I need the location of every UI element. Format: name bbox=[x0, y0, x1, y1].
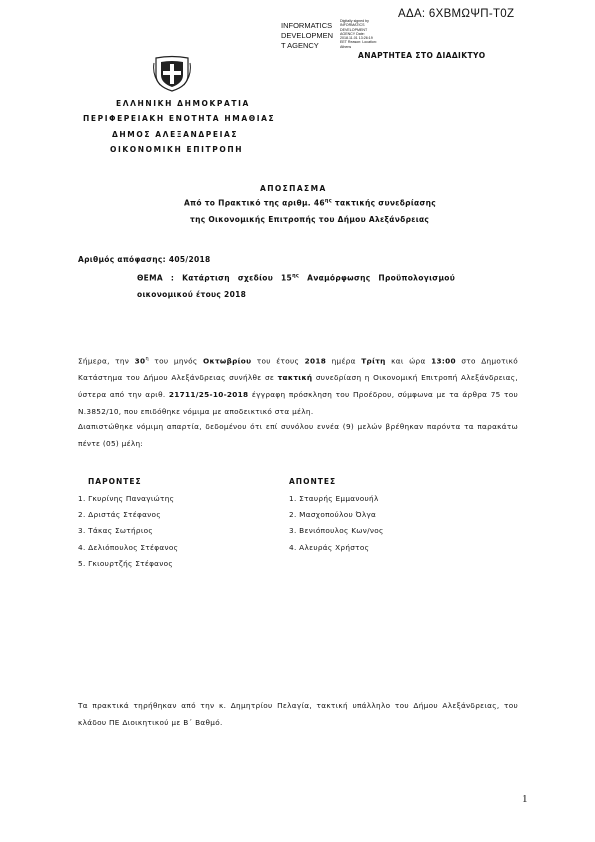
page-number: 1 bbox=[522, 793, 528, 805]
authority-line-2: ΠΕΡΙΦΕΡΕΙΑΚΗ ΕΝΟΤΗΤΑ ΗΜΑΘΙΑΣ bbox=[83, 114, 276, 123]
decision-subject-pre: ΘΕΜΑ : Κατάρτιση σχεδίου 15 bbox=[137, 273, 293, 283]
decision-number: Αριθμός απόφασης: 405/2018 bbox=[78, 255, 211, 264]
signature-name bbox=[281, 21, 333, 51]
present-list bbox=[78, 494, 278, 594]
extract-line-1 bbox=[184, 198, 436, 208]
signature-line-1: INFORMATICS bbox=[281, 21, 333, 30]
decision-subject-post: Αναμόρφωσης Προϋπολογισμού bbox=[299, 273, 456, 283]
list-item: 2. Μασχοπούλου Όλγα bbox=[289, 510, 377, 519]
p1-text-b: του μηνός bbox=[148, 356, 203, 366]
posted-online-label: ΑΝΑΡΤΗΤΕΑ ΣΤΟ ΔΙΑΔΙΚΤΥΟ bbox=[358, 51, 486, 60]
p1-text-e: και ώρα bbox=[385, 356, 432, 366]
extract-line-1-post: τακτικής συνεδρίασης bbox=[332, 198, 437, 208]
absent-list bbox=[289, 494, 489, 574]
document-title: ΑΠΟΣΠΑΣΜΑ bbox=[260, 184, 327, 193]
list-item: 4. Αλευράς Χρήστος bbox=[289, 543, 370, 552]
p1-year: 2018 bbox=[304, 356, 327, 366]
extract-line-2: της Οικονομικής Επιτροπής του Δήμου Αλεξάνδρειας bbox=[190, 215, 430, 224]
decision-subject-sup: ης bbox=[292, 273, 300, 279]
list-item: 3. Βενιόπουλος Κων/νος bbox=[289, 526, 384, 535]
extract-line-1-sup: ης bbox=[324, 198, 332, 204]
p1-weekday: Τρίτη bbox=[361, 356, 386, 366]
p1-text-g: συνεδρίαση η Οικονομική Επιτροπή Αλεξάνδρειας, ύστερα από την αριθ. bbox=[78, 373, 518, 400]
coat-of-arms-icon bbox=[152, 55, 192, 92]
p1-text-c: του έτους bbox=[251, 356, 305, 366]
p1-text-d: ημέρα bbox=[326, 356, 362, 366]
minutes-paragraph: Τα πρακτικά τηρήθηκαν από την κ. Δημητρίου Πελαγία, τακτική υπάλληλο του Δήμου Αλεξάνδρειας, του κλάδου ΠΕ Διοικητικού με Β΄ Βαθμό. bbox=[78, 701, 518, 727]
p1-text-f: στο Δημοτικό Κατάστημα του Δήμου Αλεξάνδρειας συνήλθε σε bbox=[78, 356, 518, 383]
extract-line-1-pre: Από το Πρακτικό της αριθμ. 46 bbox=[184, 198, 325, 208]
session-paragraph bbox=[78, 351, 518, 420]
list-item: 1. Γκυρίνης Παναγιώτης bbox=[78, 494, 175, 503]
list-item: 4. Δελιόπουλος Στέφανος bbox=[78, 543, 179, 552]
list-item: 5. Γκιουρτζής Στέφανος bbox=[78, 559, 174, 568]
list-item: 2. Δριστάς Στέφανος bbox=[78, 510, 161, 519]
p1-reference: 21711/25-10-2018 bbox=[168, 390, 249, 400]
signature-details: Digitally signed by INFORMATICS DEVELOPMENT AGENCY Date: 2018.11.01 13:26:19 EET Reason: Location: Athens bbox=[340, 19, 377, 49]
decision-subject-line-2: οικονομικού έτους 2018 bbox=[137, 290, 247, 299]
signature-line-2: DEVELOPMEN bbox=[281, 31, 334, 40]
absent-title: ΑΠΟΝΤΕΣ bbox=[289, 477, 337, 486]
signature-line-3: T AGENCY bbox=[281, 41, 319, 50]
list-item: 1. Σταυρής Εμμανουήλ bbox=[289, 494, 379, 503]
list-item: 3. Τάκας Σωτήριος bbox=[78, 526, 153, 535]
p1-time: 13:00 bbox=[431, 356, 456, 366]
authority-line-3: ΔΗΜΟΣ ΑΛΕΞΑΝΔΡΕΙΑΣ bbox=[112, 130, 239, 139]
p1-text-h: έγγραφη πρόσκληση του Προέδρου, σύμφωνα με τα άρθρα 75 του Ν.3852/10, που επιδόθηκε νόμιμα με αποδεικτικό στα μέλη. bbox=[78, 390, 518, 417]
p1-text-a: Σήμερα, την bbox=[78, 356, 135, 366]
authority-line-1: ΕΛΛΗΝΙΚΗ ΔΗΜΟΚΡΑΤΙΑ bbox=[116, 99, 250, 108]
p1-day: 30 bbox=[134, 356, 146, 366]
p1-session-type: τακτική bbox=[277, 373, 313, 383]
authority-line-4: ΟΙΚΟΝΟΜΙΚΗ ΕΠΙΤΡΟΠΗ bbox=[110, 145, 244, 154]
p1-month: Οκτωβρίου bbox=[202, 356, 252, 366]
decision-subject bbox=[137, 273, 455, 283]
present-title: ΠΑΡΟΝΤΕΣ bbox=[88, 477, 142, 486]
ada-code: ΑΔΑ: 6ΧΒΜΩΨΠ-Τ0Ζ bbox=[398, 8, 515, 20]
quorum-paragraph: Διαπιστώθηκε νόμιμη απαρτία, δεδομένου ότι επί συνόλου εννέα (9) μελών βρέθηκαν παρόντα τα παρακάτω πέντε (05) μέλη: bbox=[78, 422, 518, 448]
p1-day-sup: η bbox=[145, 356, 149, 362]
